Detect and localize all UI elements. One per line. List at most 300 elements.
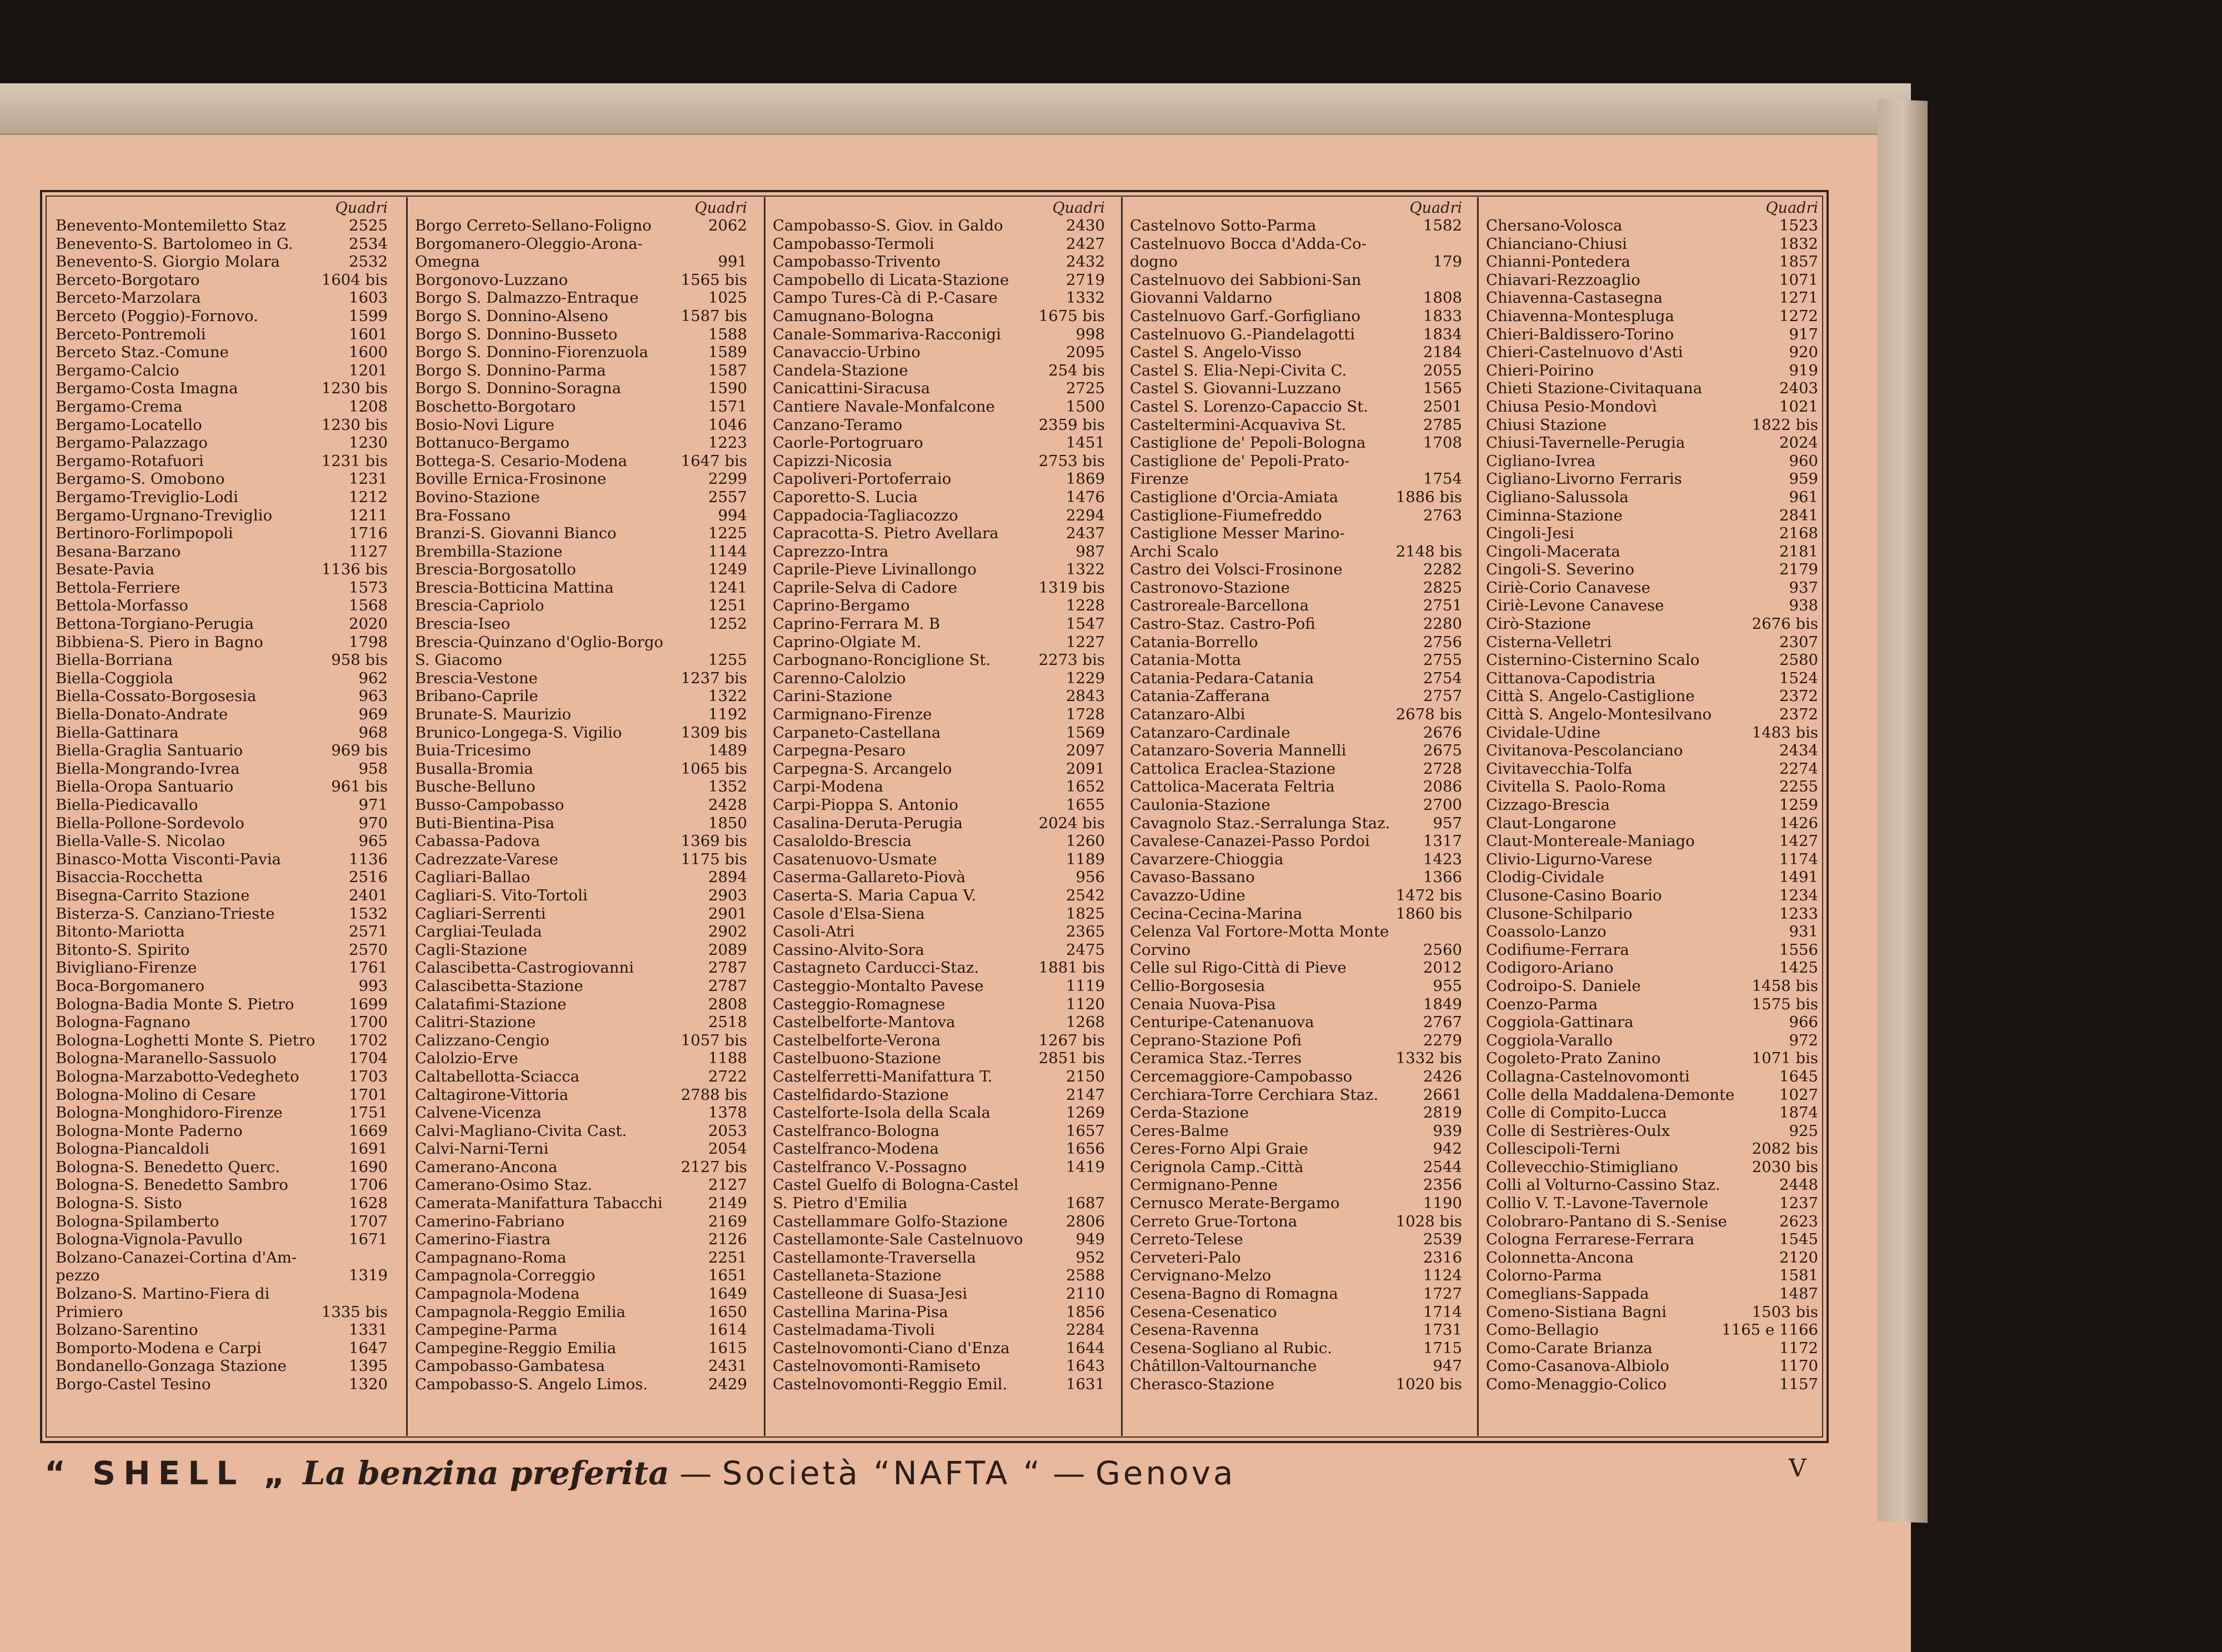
list-item — [48, 615, 396, 633]
entry-name: Cogoleto-Prato Zanino — [1486, 1049, 1661, 1068]
entry-name: Catanzaro-Soveria Mannelli — [1130, 742, 1347, 760]
entry-name: Borgo S. Donnino-Busseto — [415, 325, 618, 343]
list-item — [1122, 905, 1470, 923]
entry-name: Catanzaro-Cardinale — [1130, 723, 1290, 742]
entry-map-number: 1708 — [1423, 434, 1462, 452]
entry-name: Castelnovo Sotto-Parma — [1130, 217, 1317, 234]
list-item — [1122, 633, 1470, 652]
entry-map-number: 1487 — [1779, 1285, 1818, 1303]
entry-map-number: 2148 bis — [1395, 542, 1462, 560]
list-item — [407, 579, 755, 597]
entry-map-number: 1027 — [1779, 1085, 1818, 1104]
list-item — [48, 470, 396, 488]
entry-map-number: 1127 — [349, 542, 388, 560]
entry-map-number: 1751 — [349, 1104, 388, 1122]
entry-map-number: 2725 — [1066, 379, 1105, 398]
list-item — [1122, 651, 1470, 669]
list-item — [1478, 452, 1826, 470]
list-item — [407, 253, 755, 271]
entry-map-number: 2251 — [708, 1248, 747, 1266]
list-item — [765, 1339, 1113, 1358]
entry-map-number: 966 — [1789, 1013, 1818, 1032]
list-item — [1122, 705, 1470, 724]
list-item — [765, 905, 1113, 923]
entry-name: Castiglione d'Orcia-Amiata — [1130, 488, 1339, 506]
list-item — [48, 923, 396, 941]
entry-map-number: 2169 — [708, 1212, 747, 1230]
list-item — [407, 905, 755, 923]
entry-name: Cingoli-Macerata — [1486, 542, 1620, 560]
entry-name: Colle di Compito-Lucca — [1486, 1104, 1667, 1122]
entry-name: Castelferretti-Manifattura T. — [773, 1067, 993, 1085]
entry-name: Carini-Stazione — [773, 687, 893, 705]
entry-map-number: 1714 — [1423, 1303, 1462, 1321]
entry-name: Bettola-Ferriere — [56, 578, 181, 597]
entry-map-number: 1249 — [708, 560, 747, 579]
entry-name: Catanzaro-Albi — [1130, 705, 1245, 724]
column-header: Quadri — [694, 200, 747, 217]
entry-map-number: 2120 — [1779, 1248, 1818, 1266]
entry-name: Calascibetta-Stazione — [415, 977, 583, 995]
list-item — [48, 1266, 396, 1285]
entry-map-number: 2097 — [1066, 742, 1105, 760]
entry-map-number: 2534 — [349, 234, 388, 253]
entry-name: Coggiola-Varallo — [1486, 1031, 1613, 1049]
entry-map-number: 957 — [1433, 814, 1462, 832]
entry-map-number: 1700 — [349, 1013, 388, 1032]
entry-map-number: 2525 — [349, 217, 388, 234]
list-item — [1122, 1303, 1470, 1321]
list-item — [1122, 1266, 1470, 1285]
list-item — [48, 271, 396, 289]
entry-name: Caulonia-Stazione — [1130, 796, 1270, 814]
entry-name: Bisaccia-Rocchetta — [56, 868, 203, 887]
entry-name: Cagli-Stazione — [415, 940, 528, 959]
list-item — [407, 959, 755, 977]
entry-name: Caorle-Portogruaro — [773, 434, 923, 452]
entry-name: Brescia-Botticina Mattina — [415, 578, 614, 597]
entry-map-number: 1230 bis — [321, 415, 388, 434]
entry-map-number: 2588 — [1066, 1266, 1105, 1285]
entry-name: Primiero — [56, 1303, 123, 1321]
entry-name: Canavaccio-Urbino — [773, 343, 920, 362]
entry-map-number: 1601 — [349, 325, 388, 343]
entry-map-number: 1832 — [1779, 234, 1818, 253]
entry-name: Comeno-Sistiana Bagni — [1486, 1303, 1667, 1321]
entry-map-number: 1268 — [1066, 1013, 1105, 1032]
list-item — [407, 217, 755, 235]
entry-name: Castro dei Volsci-Frosinone — [1130, 560, 1343, 579]
entry-name: Cadrezzate-Varese — [415, 850, 558, 868]
list-item — [48, 1249, 396, 1267]
entry-name: Calitri-Stazione — [415, 1013, 536, 1032]
entry-map-number: 2557 — [708, 488, 747, 506]
entry-name: Bologna-Piancaldoli — [56, 1140, 209, 1158]
entry-name: Città S. Angelo-Castiglione — [1486, 687, 1695, 705]
entry-map-number: 2571 — [349, 923, 388, 941]
entry-map-number: 1395 — [349, 1357, 388, 1375]
entry-map-number: 1192 — [708, 705, 747, 724]
list-item — [1122, 597, 1470, 615]
entry-map-number: 2788 bis — [680, 1085, 747, 1104]
entry-name: Bomporto-Modena e Carpi — [56, 1339, 262, 1357]
entry-name: Caprino-Ferrara M. B — [773, 615, 940, 633]
list-item — [407, 1230, 755, 1249]
entry-map-number — [1459, 452, 1462, 470]
entry-map-number: 2127 bis — [680, 1158, 747, 1176]
entry-map-number: 2168 — [1779, 524, 1818, 543]
entry-name: Biella-Borriana — [56, 651, 173, 669]
entry-map-number: 1352 — [708, 778, 747, 796]
list-item — [1122, 669, 1470, 688]
list-item — [1478, 742, 1826, 760]
entry-map-number: 2754 — [1423, 669, 1462, 687]
entry-name: Ciriè-Corio Canavese — [1486, 578, 1650, 597]
list-item — [407, 307, 755, 326]
entry-map-number: 1575 bis — [1751, 995, 1818, 1013]
list-item — [48, 850, 396, 869]
list-item — [1122, 271, 1470, 289]
entry-map-number: 1588 — [708, 325, 747, 343]
list-item — [1478, 1321, 1826, 1339]
list-item — [48, 814, 396, 833]
entry-name: Como-Carate Brianza — [1486, 1339, 1653, 1357]
entry-name: Bergamo-S. Omobono — [56, 470, 225, 488]
list-item — [407, 1357, 755, 1375]
entry-map-number: 1332 — [1066, 289, 1105, 307]
list-item — [765, 977, 1113, 995]
list-item — [48, 379, 396, 398]
entry-name: Capizzi-Nicosia — [773, 452, 893, 470]
entry-map-number: 2763 — [1423, 506, 1462, 524]
list-item — [1478, 1140, 1826, 1158]
entry-map-number: 1589 — [708, 343, 747, 362]
list-item — [765, 560, 1113, 579]
entry-map-number: 972 — [1789, 1031, 1818, 1049]
entry-name: Casteggio-Romagnese — [773, 995, 945, 1013]
entry-map-number: 2255 — [1779, 778, 1818, 796]
entry-map-number: 1628 — [349, 1194, 388, 1213]
entry-map-number: 1706 — [349, 1176, 388, 1194]
entry-name: Calascibetta-Castrogiovanni — [415, 959, 634, 977]
entry-name: Casalina-Deruta-Perugia — [773, 814, 963, 832]
list-item — [1478, 1086, 1826, 1104]
entry-map-number: 2756 — [1423, 633, 1462, 651]
entry-name: Biella-Coggiola — [56, 669, 173, 687]
entry-name: Celle sul Rigo-Città di Pieve — [1130, 959, 1347, 977]
list-item — [1122, 362, 1470, 380]
entry-map-number: 2091 — [1066, 759, 1105, 778]
entry-map-number: 1124 — [1423, 1266, 1462, 1285]
list-item — [48, 1122, 396, 1140]
entry-map-number: 1532 — [349, 904, 388, 923]
entry-name: Campagnola-Reggio Emilia — [415, 1303, 626, 1321]
entry-name: Canzano-Teramo — [773, 415, 903, 434]
entry-name: Celenza Val Fortore-Motta Monte — [1130, 923, 1389, 941]
entry-name: Chieri-Poirino — [1486, 361, 1594, 379]
entry-map-number: 1259 — [1779, 796, 1818, 814]
entry-name: Bondanello-Gonzaga Stazione — [56, 1357, 287, 1375]
entry-map-number: 993 — [358, 977, 388, 995]
list-item — [1478, 379, 1826, 398]
entry-map-number: 2806 — [1066, 1212, 1105, 1230]
list-item — [48, 1068, 396, 1086]
list-item — [48, 1303, 396, 1321]
entry-name: Camerano-Osimo Staz. — [415, 1176, 593, 1194]
entry-map-number: 1691 — [349, 1140, 388, 1158]
list-item — [1478, 362, 1826, 380]
entry-map-number: 1599 — [349, 307, 388, 325]
entry-name: Campo Tures-Cà di P.-Casare — [773, 289, 998, 307]
entry-map-number: 960 — [1789, 452, 1818, 470]
entry-map-number: 2307 — [1779, 633, 1818, 651]
entry-map-number: 2024 — [1779, 434, 1818, 452]
entry-map-number: 2580 — [1779, 651, 1818, 669]
list-item — [48, 326, 396, 344]
entry-name: Biella-Valle-S. Nicolao — [56, 832, 226, 850]
entry-name: Bergamo-Rotafuori — [56, 452, 204, 470]
list-item — [1478, 995, 1826, 1014]
entry-name: Bolzano-S. Martino-Fiera di — [56, 1285, 270, 1303]
list-item — [765, 253, 1113, 271]
list-item — [765, 760, 1113, 778]
entry-map-number: 1319 bis — [1038, 578, 1105, 597]
entry-name: Cerveteri-Palo — [1130, 1248, 1241, 1266]
list-item — [407, 398, 755, 416]
list-item — [1478, 977, 1826, 995]
entry-name: Cerreto Grue-Tortona — [1130, 1212, 1298, 1230]
list-item — [407, 796, 755, 814]
list-item — [1478, 398, 1826, 416]
entry-map-number: 1260 — [1066, 832, 1105, 850]
list-item — [1478, 1230, 1826, 1249]
entry-map-number: 2359 bis — [1038, 415, 1105, 434]
entry-name: Castelnuovo Bocca d'Adda-Co- — [1130, 234, 1367, 253]
entry-name: Benevento-S. Giorgio Molara — [56, 253, 280, 271]
list-item — [407, 1249, 755, 1267]
list-item — [407, 1049, 755, 1068]
entry-map-number: 2089 — [708, 940, 747, 959]
entry-name: Castelnuovo G.-Piandelagotti — [1130, 325, 1355, 343]
entry-name: Colonnetta-Ancona — [1486, 1248, 1634, 1266]
list-item — [1478, 923, 1826, 941]
list-item — [765, 543, 1113, 561]
entry-map-number: 2086 — [1423, 778, 1462, 796]
entry-map-number: 1860 bis — [1395, 904, 1462, 923]
entry-map-number: 2299 — [708, 470, 747, 488]
list-item — [1122, 579, 1470, 597]
entry-name: Castelmadama-Tivoli — [773, 1321, 935, 1339]
entry-map-number: 1702 — [349, 1031, 388, 1049]
list-item — [1478, 1158, 1826, 1177]
entry-name: Cattolica Eraclea-Stazione — [1130, 759, 1336, 778]
entry-map-number: 1524 — [1779, 669, 1818, 687]
entry-name: Chiavenna-Castasegna — [1486, 289, 1663, 307]
entry-map-number: 1491 — [1779, 868, 1818, 887]
column-header: Quadri — [1765, 200, 1818, 217]
list-item — [407, 724, 755, 742]
entry-map-number: 2430 — [1066, 217, 1105, 234]
list-item — [1122, 452, 1470, 470]
list-item — [48, 1104, 396, 1122]
entry-map-number: 1615 — [708, 1339, 747, 1357]
list-item — [765, 452, 1113, 470]
entry-name: Como-Bellagio — [1486, 1321, 1599, 1339]
entry-name: Berceto Staz.-Comune — [56, 343, 229, 362]
index-column-3 — [765, 200, 1113, 1433]
entry-map-number: 2808 — [708, 995, 747, 1013]
entry-map-number: 2516 — [349, 868, 388, 887]
list-item — [765, 507, 1113, 525]
list-item — [1478, 1213, 1826, 1231]
entry-name: Bologna-Spilamberto — [56, 1212, 219, 1230]
list-item — [407, 850, 755, 869]
list-item — [1122, 687, 1470, 705]
list-item — [48, 905, 396, 923]
entry-name: Carpi-Pioppa S. Antonio — [773, 796, 959, 814]
list-item — [1478, 941, 1826, 959]
page-number: V — [1789, 1454, 1806, 1483]
entry-name: Caserma-Gallareto-Piovà — [773, 868, 966, 887]
entry-map-number: 2179 — [1779, 560, 1818, 579]
entry-name: Centuripe-Catenanuova — [1130, 1013, 1314, 1032]
entry-map-number: 1649 — [708, 1285, 747, 1303]
entry-map-number: 1834 — [1423, 325, 1462, 343]
entry-name: Castelfranco-Modena — [773, 1140, 939, 1158]
entry-map-number: 956 — [1075, 868, 1105, 887]
list-item — [48, 543, 396, 561]
entry-name: Bosio-Novi Ligure — [415, 415, 555, 434]
list-item — [407, 923, 755, 941]
entry-map-number: 917 — [1789, 325, 1818, 343]
entry-map-number: 2030 bis — [1751, 1158, 1818, 1176]
entry-map-number: 2728 — [1423, 759, 1462, 778]
entry-name: Castel S. Angelo-Visso — [1130, 343, 1302, 362]
entry-map-number: 1671 — [349, 1230, 388, 1249]
list-item — [407, 814, 755, 833]
entry-map-number: 1071 bis — [1751, 1049, 1818, 1068]
entry-name: Brescia-Capriolo — [415, 597, 544, 615]
entry-name: Campobasso-S. Angelo Limos. — [415, 1375, 648, 1393]
entry-map-number: 1701 — [349, 1085, 388, 1104]
list-item — [48, 995, 396, 1014]
list-item — [1122, 507, 1470, 525]
list-item — [407, 560, 755, 579]
entry-map-number: 254 bis — [1048, 361, 1105, 379]
entry-name: Caprino-Bergamo — [773, 597, 910, 615]
list-item — [48, 488, 396, 507]
list-item — [1122, 995, 1470, 1014]
index-column-4 — [1122, 200, 1470, 1433]
entry-name: Bottega-S. Cesario-Modena — [415, 452, 628, 470]
entry-name: Chiusa Pesio-Mondovì — [1486, 397, 1657, 415]
list-item — [407, 760, 755, 778]
entry-name: Comeglians-Sappada — [1486, 1285, 1649, 1303]
entry-map-number: 1144 — [708, 542, 747, 560]
entry-map-number: 1565 — [1423, 379, 1462, 398]
entry-name: Giovanni Valdarno — [1130, 289, 1273, 307]
entry-name: Bra-Fossano — [415, 506, 511, 524]
list-item — [1478, 1013, 1826, 1032]
entry-map-number: 1120 — [1066, 995, 1105, 1013]
entry-map-number: 2401 — [349, 886, 388, 904]
list-item — [1122, 1086, 1470, 1104]
entry-map-number: 1703 — [349, 1067, 388, 1085]
list-item — [1478, 1104, 1826, 1122]
list-item — [765, 597, 1113, 615]
list-item — [765, 470, 1113, 488]
list-item — [407, 343, 755, 362]
entry-name: Casole d'Elsa-Siena — [773, 904, 925, 923]
entry-name: Chieri-Baldissero-Torino — [1486, 325, 1674, 343]
entry-map-number: 2082 bis — [1751, 1140, 1818, 1158]
dash: — — [1053, 1454, 1085, 1492]
list-item — [1122, 416, 1470, 434]
page-right-edge — [1878, 99, 1928, 1523]
entry-name: Catania-Borrello — [1130, 633, 1258, 651]
list-item — [1478, 271, 1826, 289]
entry-name: Buia-Tricesimo — [415, 742, 531, 760]
list-item — [765, 434, 1113, 452]
list-item — [407, 597, 755, 615]
entry-map-number: 1650 — [708, 1303, 747, 1321]
entry-name: Campobasso-Trivento — [773, 253, 941, 271]
entry-map-number: 2448 — [1779, 1176, 1818, 1194]
advertisement-footer — [44, 1454, 1850, 1492]
entry-name: Campegine-Parma — [415, 1321, 558, 1339]
list-item — [407, 995, 755, 1014]
entry-map-number: 1573 — [349, 578, 388, 597]
list-item — [1122, 724, 1470, 742]
entry-map-number: 1317 — [1423, 832, 1462, 850]
entry-map-number: 1556 — [1779, 940, 1818, 959]
entry-map-number: 2273 bis — [1038, 651, 1105, 669]
entry-name: Castelbelforte-Mantova — [773, 1013, 955, 1032]
entry-name: Corvino — [1130, 940, 1191, 959]
entry-map-number: 1690 — [349, 1158, 388, 1176]
list-item — [48, 1375, 396, 1394]
entry-name: Civitanova-Pescolanciano — [1486, 742, 1683, 760]
entry-name: Castelfranco V.-Possagno — [773, 1158, 967, 1176]
entry-name: Clivio-Ligurno-Varese — [1486, 850, 1653, 868]
entry-name: Brunate-S. Maurizio — [415, 705, 572, 724]
entry-name: Colorno-Parma — [1486, 1266, 1602, 1285]
entry-name: Borgonovo-Luzzano — [415, 271, 568, 289]
entry-map-number: 998 — [1075, 325, 1105, 343]
list-item — [1122, 289, 1470, 307]
entry-name: Cernusco Merate-Bergamo — [1130, 1194, 1340, 1213]
entry-name: Cologna Ferrarese-Ferrara — [1486, 1230, 1695, 1249]
entry-map-number: 2767 — [1423, 1013, 1462, 1032]
entry-map-number — [384, 1249, 388, 1267]
entry-map-number: 2184 — [1423, 343, 1462, 362]
entry-map-number: 1028 bis — [1395, 1212, 1462, 1230]
list-item — [1122, 470, 1470, 488]
entry-name: Cellio-Borgosesia — [1130, 977, 1265, 995]
list-item — [1478, 416, 1826, 434]
list-item — [1122, 1140, 1470, 1158]
list-item — [765, 217, 1113, 235]
entry-map-number: 2055 — [1423, 361, 1462, 379]
entry-name: Bottanuco-Bergamo — [415, 434, 570, 452]
entry-map-number: 2181 — [1779, 542, 1818, 560]
entry-map-number: 1212 — [349, 488, 388, 506]
entry-name: Caprile-Pieve Livinallongo — [773, 560, 977, 579]
list-item — [765, 271, 1113, 289]
entry-map-number: 2819 — [1423, 1104, 1462, 1122]
column-header: Quadri — [1409, 200, 1462, 217]
entry-list — [407, 217, 755, 1394]
